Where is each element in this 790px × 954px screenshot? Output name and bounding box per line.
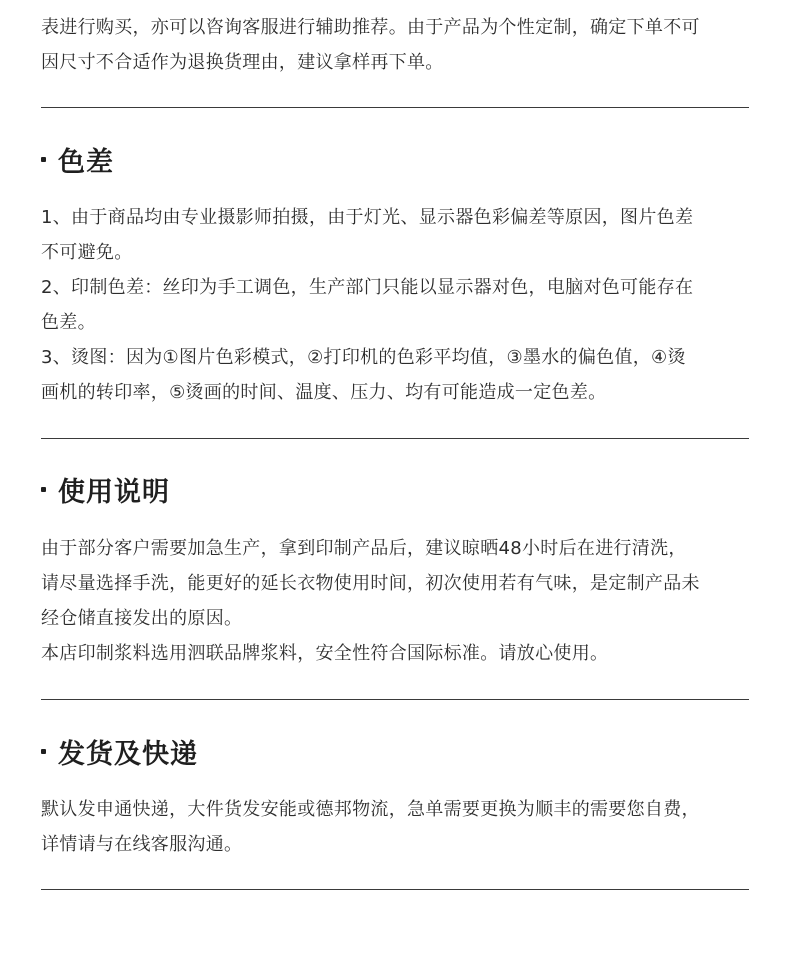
divider	[41, 107, 749, 108]
divider	[41, 699, 749, 700]
text-line: 由于部分客户需要加急生产，拿到印制产品后，建议晾晒48小时后在进行清洗，	[41, 538, 687, 559]
text-line: 请尽量选择手洗，能更好的延长衣物使用时间，初次使用若有气味，是定制产品未	[41, 573, 700, 594]
bullet-icon	[41, 157, 46, 162]
text-line: 详情请与在线客服沟通。	[41, 834, 243, 855]
text-line: 默认发申通快递，大件货发安能或德邦物流，急单需要更换为顺丰的需要您自费，	[41, 799, 700, 820]
intro-text	[41, 10, 749, 80]
bullet-icon	[41, 487, 46, 492]
text-line: 2、印制色差：丝印为手工调色，生产部门只能以显示器对色，电脑对色可能存在	[41, 277, 694, 298]
section-title: 使用说明	[58, 476, 170, 508]
text-line: 经仓储直接发出的原因。	[41, 608, 243, 629]
section-header-usage-instructions	[41, 469, 170, 509]
section-body-shipping	[41, 792, 749, 862]
section-title: 色差	[58, 146, 114, 178]
intro-line-1: 表进行购买，亦可以咨询客服进行辅助推荐。由于产品为个性定制，确定下单不可	[41, 17, 700, 38]
divider	[41, 438, 749, 439]
section-header-shipping	[41, 731, 198, 771]
section-body-color-difference	[41, 200, 749, 410]
text-line: 不可避免。	[41, 242, 133, 263]
text-line: 本店印制浆料选用泗联品牌浆料，安全性符合国际标准。请放心使用。	[41, 643, 609, 664]
text-line: 1、由于商品均由专业摄影师拍摄，由于灯光、显示器色彩偏差等原因，图片色差	[41, 207, 694, 228]
section-header-color-difference	[41, 139, 114, 179]
intro-line-2: 因尺寸不合适作为退换货理由，建议拿样再下单。	[41, 52, 444, 73]
section-body-usage-instructions	[41, 531, 749, 671]
bullet-icon	[41, 749, 46, 754]
text-line: 3、烫图：因为①图片色彩模式，②打印机的色彩平均值，③墨水的偏色值，④烫	[41, 347, 686, 368]
text-line: 色差。	[41, 312, 96, 333]
section-title: 发货及快递	[58, 738, 198, 770]
text-line: 画机的转印率，⑤烫画的时间、温度、压力、均有可能造成一定色差。	[41, 382, 607, 403]
divider	[41, 889, 749, 890]
